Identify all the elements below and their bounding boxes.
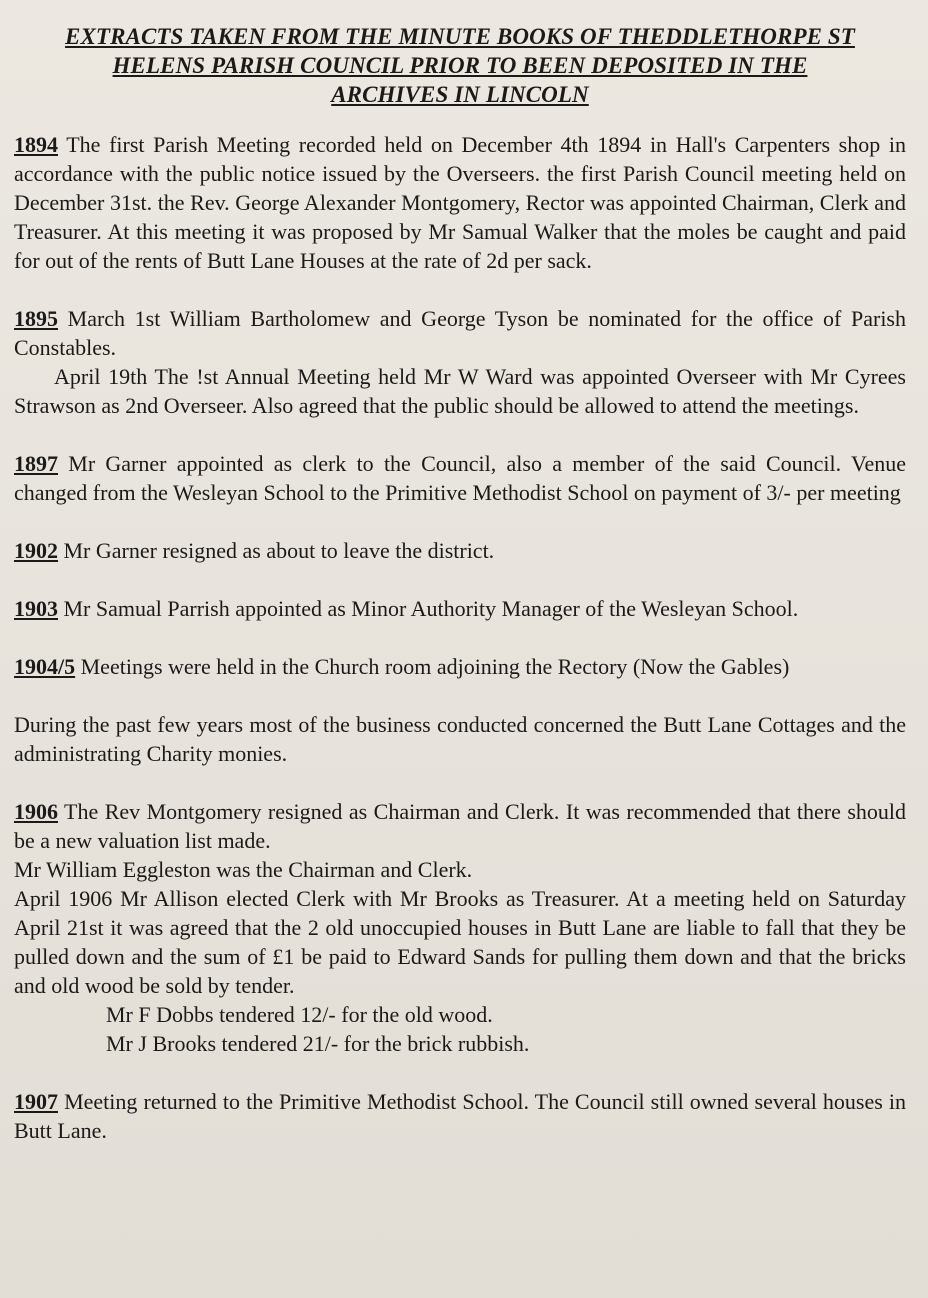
- entry-year: 1903: [14, 596, 58, 621]
- entry-text: March 1st William Bartholomew and George Tyson be nominated for the office of Parish Constables.: [14, 306, 906, 360]
- entry-text: Mr Garner appointed as clerk to the Council, also a member of the said Council. Venue changed from the Wesleyan School to the Primitive Methodist School on payment of 3/- per meeting: [14, 451, 906, 505]
- entry-paragraph: [14, 449, 906, 507]
- entry-paragraph: [14, 130, 906, 275]
- entry-1902: [14, 536, 906, 565]
- entry-paragraph: [14, 797, 906, 855]
- entry-year: 1904/5: [14, 654, 76, 679]
- entry-paragraph: [14, 1087, 906, 1145]
- entry-text: The Rev Montgomery resigned as Chairman and Clerk. It was recommended that there should be a new valuation list made.: [14, 799, 906, 853]
- entry-paragraph: [14, 594, 906, 623]
- entry-1903: [14, 594, 906, 623]
- entry-1907: [14, 1087, 906, 1145]
- title-line: HELENS PARISH COUNCIL PRIOR TO BEEN DEPOSITED IN THE: [112, 53, 808, 78]
- entry-paragraph: April 19th The !st Annual Meeting held Mr W Ward was appointed Overseer with Mr Cyrees Strawson as 2nd Overseer. Also agreed that the public should be allowed to attend the meetings.: [14, 364, 906, 418]
- entry-text: Meeting returned to the Primitive Methodist School. The Council still owned several houses in Butt Lane.: [14, 1089, 906, 1143]
- title-line: ARCHIVES IN LINCOLN: [331, 82, 589, 107]
- entry-year: 1895: [14, 306, 58, 331]
- entry-1906: [14, 797, 906, 1058]
- entry-1894: [14, 130, 906, 275]
- entry-text: Mr Garner resigned as about to leave the district.: [58, 538, 495, 563]
- entry-paragraph: Mr William Eggleston was the Chairman and Clerk.: [14, 857, 473, 882]
- entry-paragraph: [14, 652, 906, 681]
- entry-text: Mr Samual Parrish appointed as Minor Authority Manager of the Wesleyan School.: [58, 596, 799, 621]
- tender-line: Mr J Brooks tendered 21/- for the brick rubbish.: [106, 1031, 530, 1056]
- entry-paragraph: During the past few years most of the business conducted concerned the Butt Lane Cottages and the administrating Charity monies.: [14, 712, 906, 766]
- entry-text: Meetings were held in the Church room adjoining the Rectory (Now the Gables): [75, 654, 790, 679]
- entry-1897: [14, 449, 906, 507]
- entry-year: 1894: [14, 132, 58, 157]
- document-title: [14, 22, 906, 109]
- entry-summary: [14, 710, 906, 768]
- entry-paragraph: [14, 536, 906, 565]
- title-line: EXTRACTS TAKEN FROM THE MINUTE BOOKS OF THEDDLETHORPE ST: [65, 24, 855, 49]
- entry-1895: [14, 304, 906, 420]
- entry-paragraph: [14, 304, 906, 362]
- entry-1904-5: [14, 652, 906, 681]
- entry-year: 1902: [14, 538, 58, 563]
- entry-year: 1897: [14, 451, 58, 476]
- tender-line: Mr F Dobbs tendered 12/- for the old wood.: [106, 1002, 493, 1027]
- entry-text: The first Parish Meeting recorded held on December 4th 1894 in Hall's Carpenters shop in accordance with the public notice issued by the Overseers. the first Parish Council meeting held on December 31st. the Rev. George Alexander Montgomery, Rector was appointed Chairman, Clerk and Treasurer. At this meeting it was proposed by Mr Samual Walker that the moles be caught and paid for out of the rents of Butt Lane Houses at the rate of 2d per sack.: [14, 132, 906, 273]
- entry-year: 1907: [14, 1089, 58, 1114]
- entry-paragraph: April 1906 Mr Allison elected Clerk with Mr Brooks as Treasurer. At a meeting held on Saturday April 21st it was agreed that the 2 old unoccupied houses in Butt Lane are liable to fall that they be pulled down and the sum of £1 be paid to Edward Sands for pulling them down and that the bricks and old wood be sold by tender.: [14, 886, 906, 998]
- entry-year: 1906: [14, 799, 58, 824]
